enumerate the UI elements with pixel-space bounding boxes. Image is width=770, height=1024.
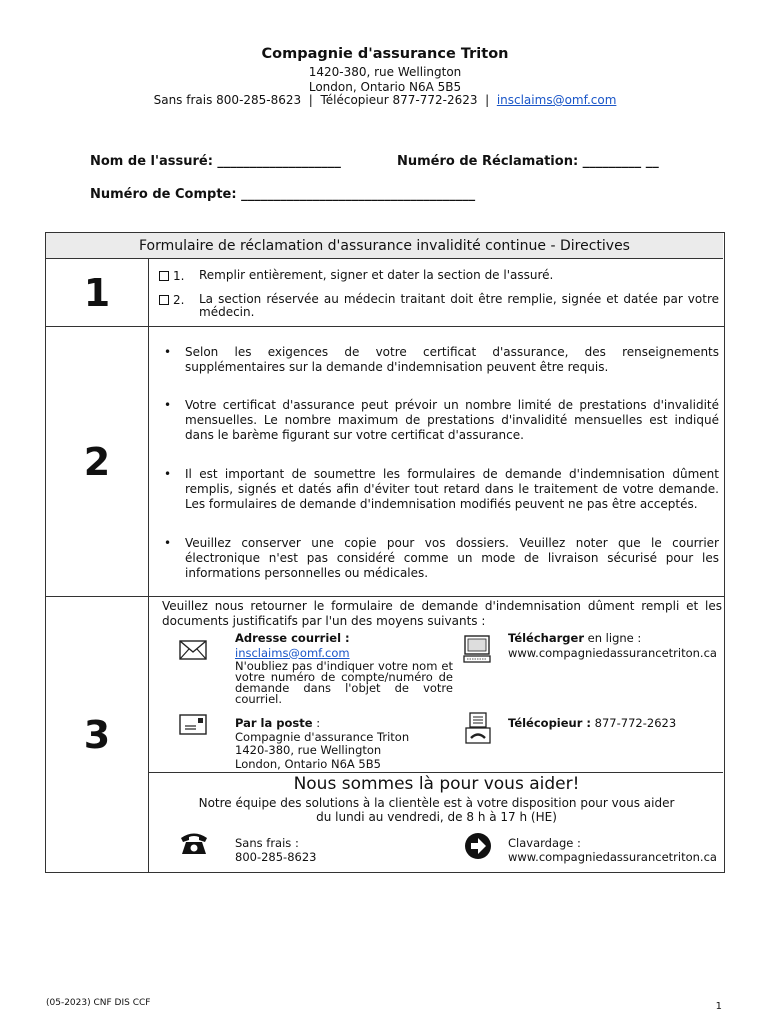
mail-label: Par la poste (235, 716, 313, 730)
fax-label: Télécopieur : (508, 716, 592, 730)
computer-icon (462, 633, 492, 665)
mail-address-line1: Compagnie d'assurance Triton (235, 729, 410, 744)
envelope-icon (177, 637, 209, 665)
chat-url[interactable]: www.compagniedassurancetriton.ca (508, 850, 717, 864)
page-number: 1 (715, 1001, 722, 1012)
help-hours-line1: Notre équipe des solutions à la clientèle est à votre disposition pour vous aider (198, 796, 675, 810)
checkbox-icon[interactable] (159, 295, 169, 305)
help-hours-line2: du lundi au vendredi, de 8 h à 17 h (HE) (316, 810, 557, 824)
directive-bullet-4: Veuillez conserver une copie pour vos dossiers. Veuillez noter que le courrier électronique n'est pas considéré comme un mode de livraison sécurisé pour les informations personnelles ou médicales. (185, 536, 719, 580)
section-3-number: 3 (46, 597, 149, 872)
mail-label-suffix: : (312, 716, 321, 730)
company-name: Compagnie d'assurance Triton (261, 46, 509, 62)
help-title: Nous sommes là pour vous aider! (293, 774, 580, 794)
checklist-item-number: 2. (173, 293, 185, 307)
section-2-number: 2 (46, 327, 149, 596)
checklist-item-1[interactable] (159, 269, 184, 283)
checklist-item-2-text: La section réservée au médecin traitant doit être remplie, signée et datée par votre médecin. (199, 292, 719, 319)
fax-block (508, 717, 728, 730)
directives-title: Formulaire de réclamation d'assurance invalidité continue - Directives (46, 233, 723, 259)
section-1-number: 1 (46, 259, 149, 326)
checklist-item-1-text: Remplir entièrement, signer et dater la section de l'assuré. (199, 268, 554, 282)
directives-table (45, 232, 725, 873)
form-code: (05-2023) CNF DIS CCF (46, 998, 151, 1008)
company-contact-line (0, 92, 770, 108)
bullet-icon: • (164, 536, 172, 550)
claim-number-field[interactable]: Numéro de Réclamation: _________ __ (397, 154, 659, 169)
mail-letter-icon (177, 711, 209, 739)
bullet-icon: • (164, 345, 172, 359)
company-address-line2: London, Ontario N6A 5B5 (308, 80, 462, 94)
checklist-item-number: 1. (173, 269, 185, 283)
section-3 (46, 597, 723, 872)
section-2-content (149, 327, 723, 596)
chat-arrow-icon (464, 832, 492, 860)
directive-bullet-2: Votre certificat d'assurance peut prévoir un nombre limité de prestations d'invalidité mensuelles. Le nombre maximum de prestations d'invalidité mensuelles est indiqué dans le barème figurant sur votre certificat d'assurance. (185, 398, 719, 442)
email-note: N'oubliez pas d'indiquer votre nom et votre numéro de compte/numéro de demande dans l'objet de votre courriel. (235, 659, 453, 706)
upload-url[interactable]: www.compagniedassurancetriton.ca (508, 645, 717, 660)
email-link[interactable]: insclaims@omf.com (235, 645, 350, 660)
telephone-icon (179, 830, 209, 856)
account-number-field[interactable]: Numéro de Compte: ____________________________________ (90, 187, 476, 202)
section-3-content (149, 597, 723, 872)
checklist-item-2[interactable] (159, 293, 184, 307)
upload-label-suffix: en ligne : (584, 631, 642, 645)
insured-name-field[interactable]: Nom de l'assuré: ___________________ (90, 154, 341, 169)
bullet-icon: • (164, 467, 172, 481)
phone-label: Sans frais : (235, 836, 299, 850)
bullet-icon: • (164, 398, 172, 412)
section-1 (46, 259, 723, 326)
mail-block (235, 717, 455, 771)
checkbox-icon[interactable] (159, 271, 169, 281)
phone-block (235, 836, 455, 864)
email-block (235, 632, 453, 705)
fax-icon (464, 711, 492, 745)
email-label: Adresse courriel : (235, 631, 350, 645)
section-1-content (149, 259, 723, 326)
fax-number[interactable]: 877-772-2623 (594, 716, 677, 730)
contact-email-link[interactable]: insclaims@omf.com (496, 93, 617, 107)
return-instructions: Veuillez nous retourner le formulaire de demande d'indemnisation dûment rempli et les documents justificatifs par l'un des moyens suivants : (162, 599, 722, 628)
company-address-line1: 1420-380, rue Wellington (308, 65, 462, 79)
upload-label: Télécharger (508, 631, 584, 645)
mail-address-line2: 1420-380, rue Wellington (235, 743, 382, 757)
contact-phone-fax: Sans frais 800-285-8623 | Télécopieur 877-772-2623 | (153, 93, 497, 107)
directive-bullet-3: Il est important de soumettre les formulaires de demande d'indemnisation dûment remplis, signés et datés afin d'éviter tout retard dans le traitement de votre demande. Les formulaires de demande d'indemnisation modifiés peuvent ne pas être acceptés. (185, 467, 719, 511)
mail-address-line3: London, Ontario N6A 5B5 (235, 756, 381, 771)
section-2 (46, 327, 723, 596)
chat-label: Clavardage : (508, 836, 581, 850)
chat-block (508, 836, 728, 864)
upload-block (508, 632, 728, 659)
phone-number[interactable]: 800-285-8623 (235, 850, 317, 864)
directive-bullet-1: Selon les exigences de votre certificat d'assurance, des renseignements supplémentaires sur la demande d'indemnisation peuvent être requis. (185, 345, 719, 374)
